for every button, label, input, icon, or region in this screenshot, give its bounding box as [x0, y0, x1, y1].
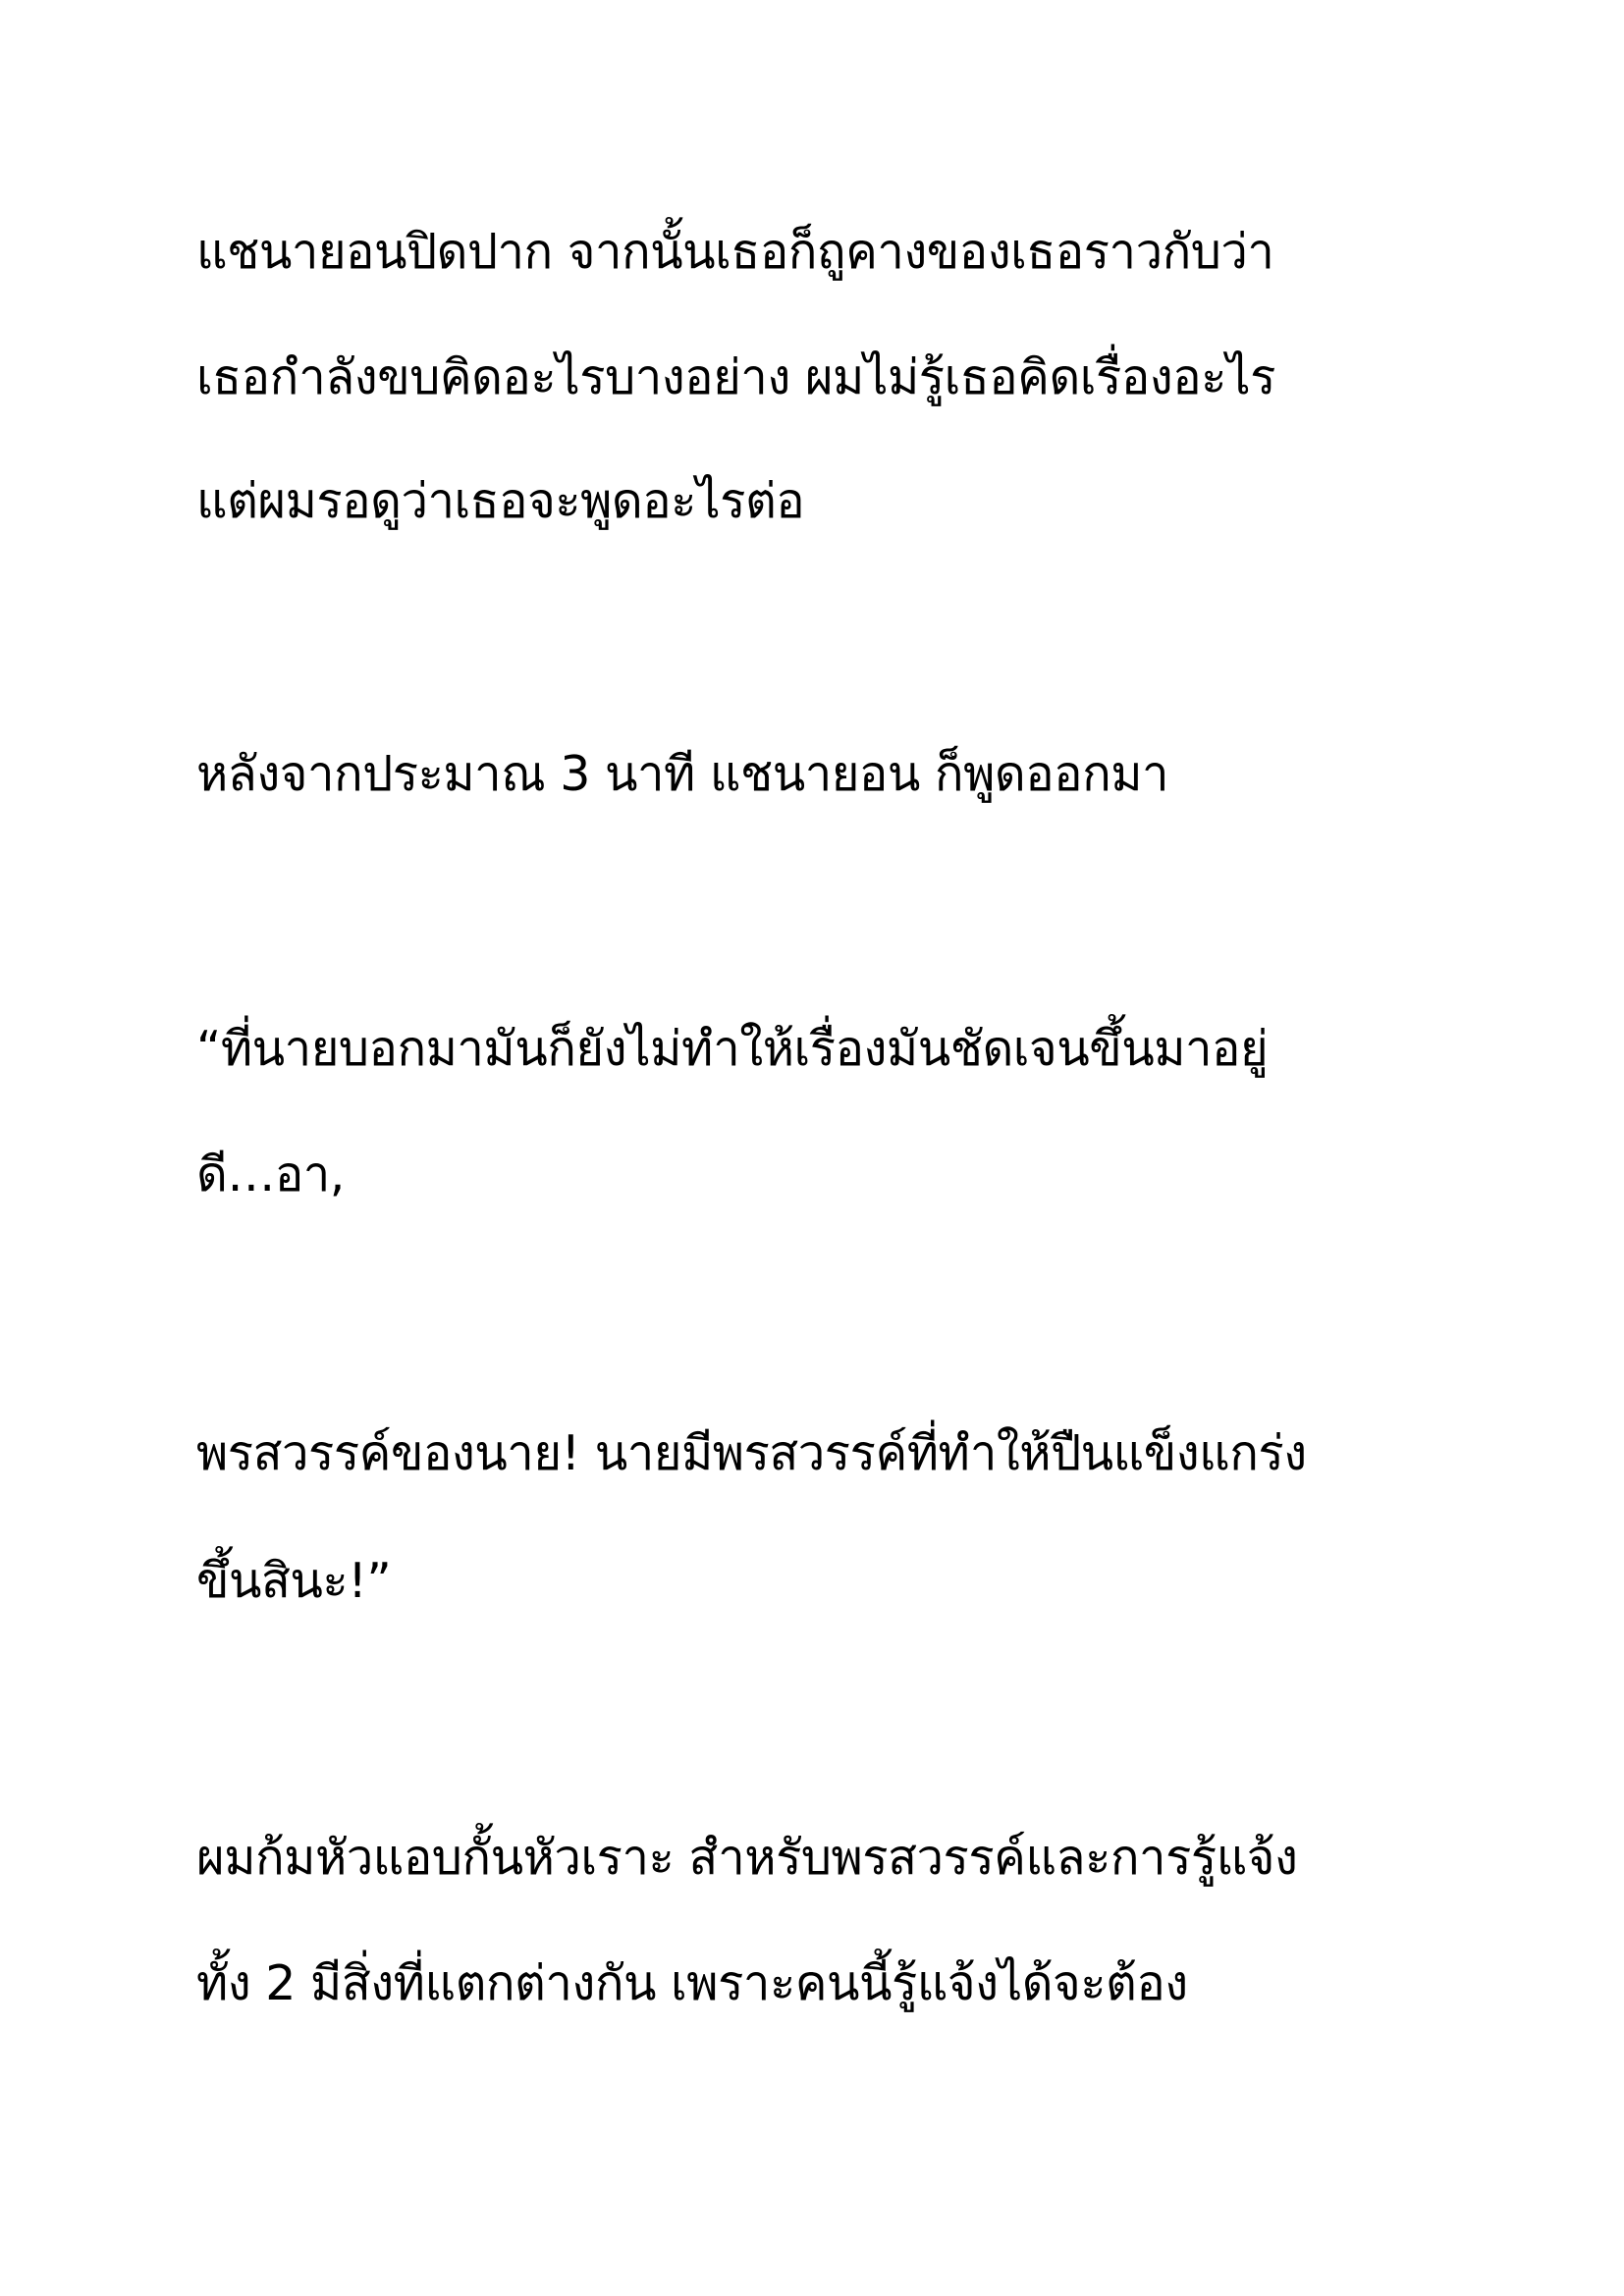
paragraph-1-line-2: เธอกำลังขบคิดอะไรบางอย่าง ผมไม่รู้เธอคิดเรื่องอะไร: [196, 349, 1275, 405]
paragraph-3-line-2: ดี…อา,: [196, 1147, 345, 1202]
paragraph-3-line-1: “ที่นายบอกมามันก็ยังไม่ทำให้เรื่องมันชัดเจนขึ้นมาอยู่: [196, 1021, 1269, 1077]
paragraph-4-line-2: ขึ้นสินะ!”: [196, 1553, 392, 1609]
paragraph-2-line-1: หลังจากประมาณ 3 นาที แชนายอน ก็พูดออกมา: [196, 746, 1169, 802]
paragraph-1-line-1: แชนายอนปิดปาก จากนั้นเธอก็ถูคางของเธอราวกับว่า: [196, 224, 1274, 280]
paragraph-5-line-1: ผมก้มหัวแอบกั้นหัวเราะ สำหรับพรสวรรค์และการรู้แจ้ง: [196, 1830, 1298, 1886]
paragraph-1-line-3: แต่ผมรอดูว่าเธอจะพูดอะไรต่อ: [196, 473, 805, 529]
paragraph-5-line-2: ทั้ง 2 มีสิ่งที่แตกต่างกัน เพราะคนนี้รู้แจ้งได้จะต้อง: [196, 1955, 1188, 2011]
paragraph-4-line-1: พรสวรรค์ของนาย! นายมีพรสวรรค์ที่ทำให้ปืนแข็งแกร่ง: [196, 1425, 1307, 1481]
